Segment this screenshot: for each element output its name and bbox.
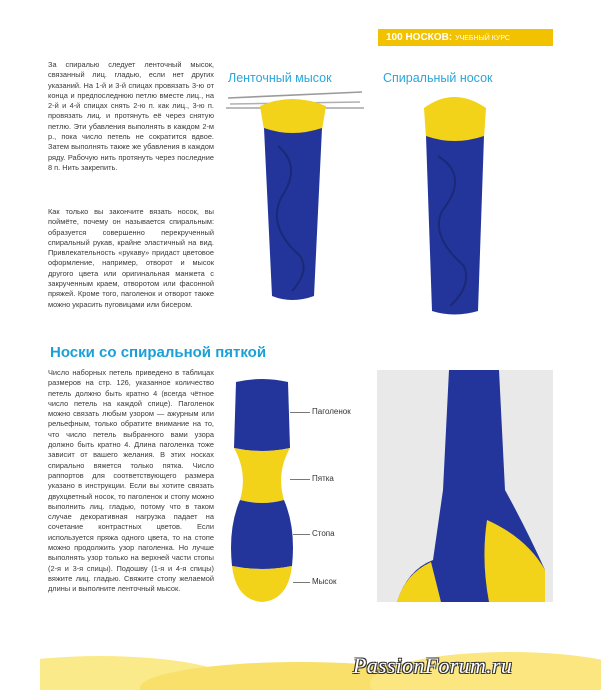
section-title: Носки со спиральной пяткой <box>50 344 267 361</box>
header-subtitle: УЧЕБНЫЙ КУРС <box>455 35 510 42</box>
label-leg: Паголенок <box>312 407 351 416</box>
header-title: 100 НОСКОВ: <box>386 32 453 43</box>
spiral-sock-photo <box>386 86 526 318</box>
caption-ribbon-toe: Ленточный мысок <box>228 71 332 85</box>
worn-sock-illustration <box>377 370 553 602</box>
leader-foot <box>293 534 310 535</box>
leader-leg <box>290 412 310 413</box>
leader-heel <box>290 479 310 480</box>
label-toe: Мысок <box>312 577 337 586</box>
caption-spiral-sock: Спиральный носок <box>383 71 493 85</box>
ribbon-toe-sock-photo <box>222 86 367 316</box>
label-foot: Стопа <box>312 529 335 538</box>
sock-parts-diagram <box>226 378 298 603</box>
paragraph-toe-instructions: За спиралью следует ленточный мысок, связанный лиц. гладью, если нет других указаний. На 1-й и 3-й спицах провязать 3-ю от конца и предпоследнюю петлю вместе лиц., на 2-й и 4-й спицах снять 2-ю п. как лиц., 3-ю п. провязать лиц. и протянуть её через снятую петлю. Эти убавления выполнять в каждом 2-м р., пока число петель не сократится вдвое. Затем выполнять также же убавления в каждом ряду. Рабочую нить протянуть через последние 8 п. Нить закрепить. <box>48 60 214 172</box>
worn-sock-photo <box>377 370 553 602</box>
paragraph-spiral-description: Как только вы закончите вязать носок, вы поймёте, почему он называется спиральным: образуется совершенно перекрученный спиральный рукав, крайне эластичный на вид. Привлекательность «рукаву» придаст цветовое оформление, например, отворот и мысок другого цвета или оригинальная манжета с закрученным краем, отворотом или фасонной пряжей. Кроме того, паголенок и отворот также можно украсить пуговицами или бисером. <box>48 207 214 309</box>
watermark: PassionForum.ru <box>353 653 513 678</box>
leader-toe <box>293 582 310 583</box>
yellow-yarn-decoration <box>40 626 601 690</box>
label-heel: Пятка <box>312 474 334 483</box>
header-banner <box>378 29 553 46</box>
paragraph-spiral-heel: Число наборных петель приведено в таблицах размеров на стр. 126, указанное количество петель должно быть кратно 4 (всегда чётное число петель на каждой спице). Паголенок можно связать любым узором — ажурным или рельефным, только обратите внимание на то, что число петель выбранного вами узора должно быть кратно 4. Длина паголенка тоже зависит от вашего желания. В этих носках спирально вяжется только пятка. Число раппортов для соответствующего размера указано в инструкции. Если вы хотите связать двухцветный носок, то паголенок и стопу можно выполнить лиц. гладью, потому что в таком случае декоративная нагрузка падает на сочетание контрастных цветов. Если используется пряжа одного цвета, то на стопе можно продолжить узор паголенка. Но лучше выполнять узор только на верхней части стопы (2-я и 3-я спицы). Подошву (1-я и 4-я спицы) вяжите лиц. гладью. Свяжите стопу желаемой длины и выполните ленточный мысок. <box>48 368 214 594</box>
